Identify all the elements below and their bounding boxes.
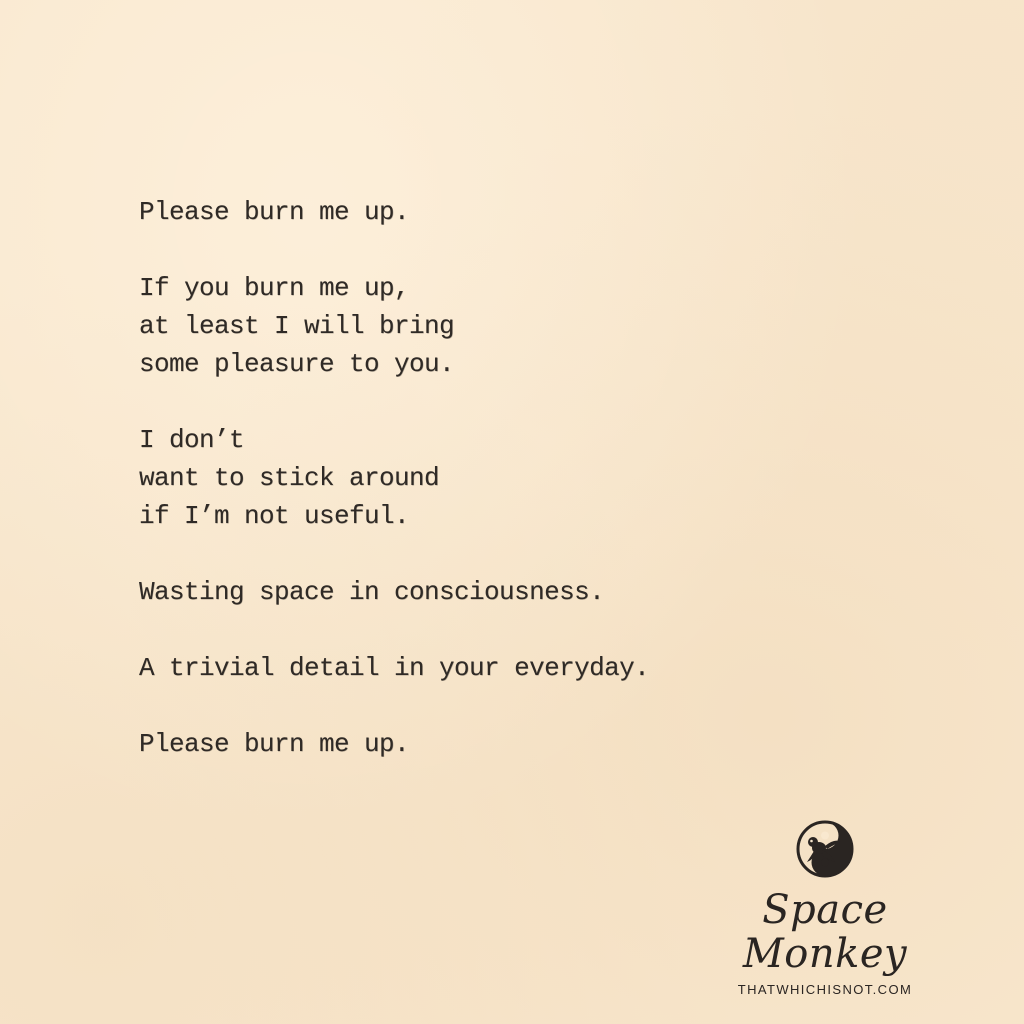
- poem-line: Wasting space in consciousness.: [139, 577, 605, 607]
- website-url: THATWHICHISNOT.COM: [737, 982, 913, 997]
- logo-text: Space Monkey: [742, 887, 908, 977]
- poem-line: Please burn me up.: [139, 729, 410, 759]
- stanza-4: [139, 573, 839, 611]
- poem-line: if I’m not useful.: [139, 501, 410, 531]
- space-monkey-logo: [690, 818, 960, 997]
- stanza-1: [139, 193, 839, 231]
- poem-line: at least I will bring: [139, 311, 455, 341]
- poem-line: If you burn me up,: [139, 273, 410, 303]
- space-monkey-emblem-icon: [795, 818, 855, 880]
- stanza-2: [139, 269, 839, 383]
- poem-line: want to stick around: [139, 463, 440, 493]
- stanza-3: [139, 421, 839, 535]
- poem-line: I don’t: [139, 425, 245, 455]
- poem-line: Please burn me up.: [139, 197, 410, 227]
- poem-line: some pleasure to you.: [139, 349, 455, 379]
- stanza-6: [139, 725, 839, 763]
- poem: [139, 193, 839, 763]
- stanza-5: [139, 649, 839, 687]
- poem-line: A trivial detail in your everyday.: [139, 653, 650, 683]
